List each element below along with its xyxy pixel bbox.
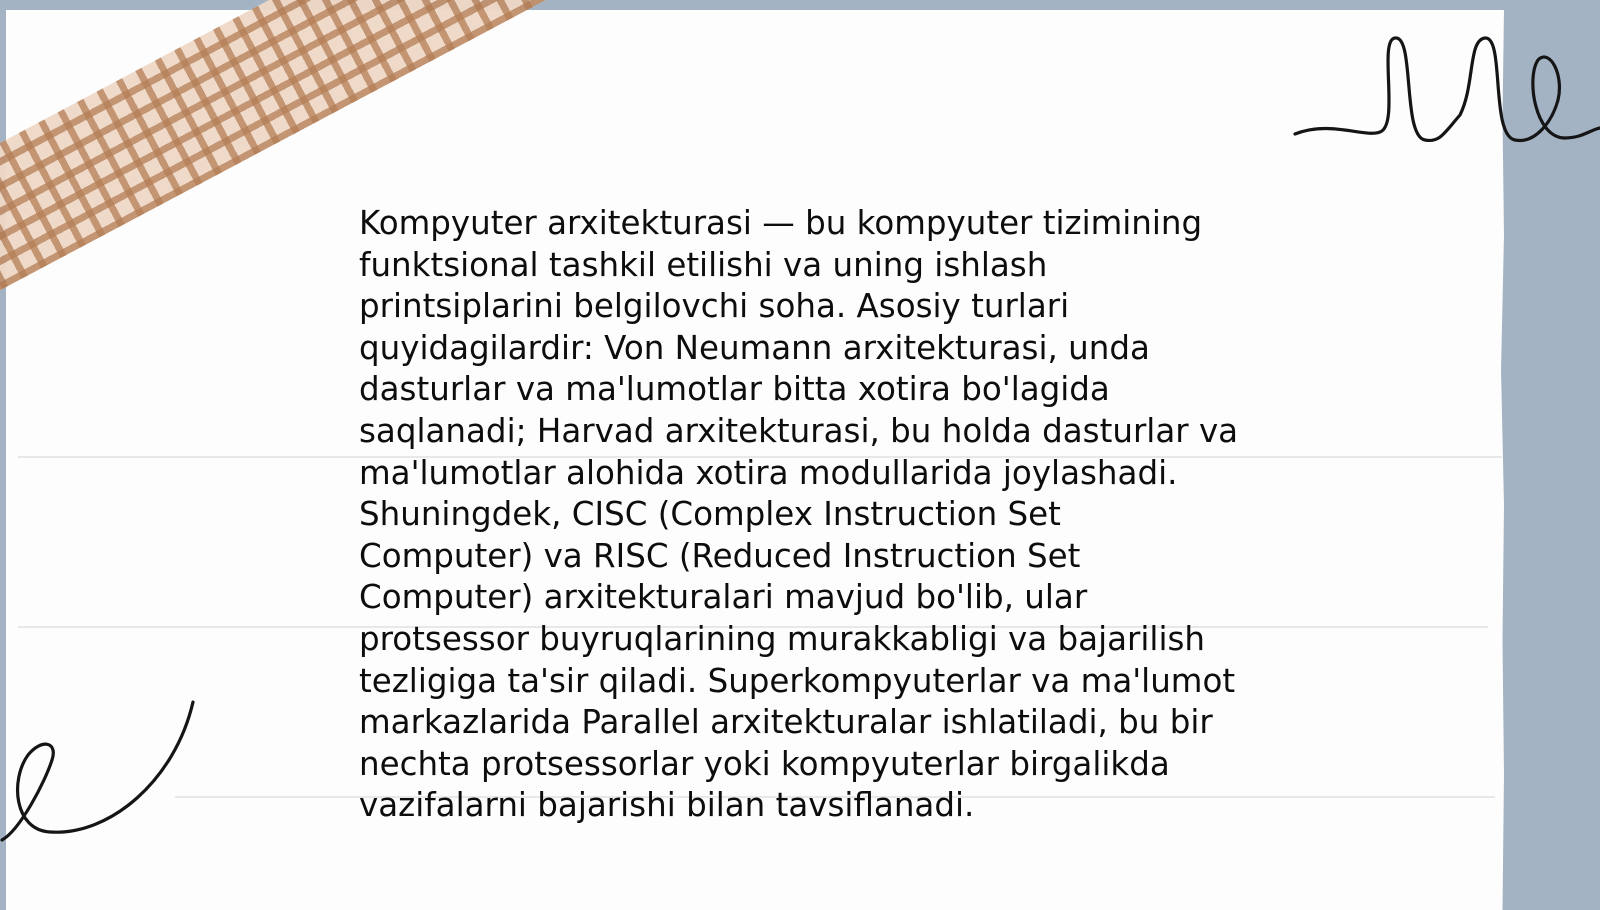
loop-swirl-doodle-icon	[1290, 30, 1600, 160]
loop-swirl-doodle-icon	[0, 690, 200, 850]
slide-body-text: Kompyuter arxitekturasi — bu kompyuter tizimining funktsional tashkil etilishi va uning ishlash printsiplarini belgilovchi soha. Asosiy turlari quyidagilardir: Von Neumann arxitekturasi, unda dasturlar va ma'lumotlar bitta xotira bo'lagida saqlanadi; Harvad arxitekturasi, bu holda dasturlar va ma'lumotlar alohida xotira modullarida joylashadi. Shuningdek, CISC (Complex Instruction Set Computer) va RISC (Reduced Instruction Set Computer) arxitekturalari mavjud bo'lib, ular protsessor buyruqlarining murakkabligi va bajarilish tezligiga ta'sir qiladi. Superkompyuterlar va ma'lumot markazlarida Parallel arxitekturalar ishlatiladi, bu bir nechta protsessorlar yoki kompyuterlar birgalikda vazifalarni bajarishi bilan tavsiflanadi.	[359, 204, 1239, 825]
